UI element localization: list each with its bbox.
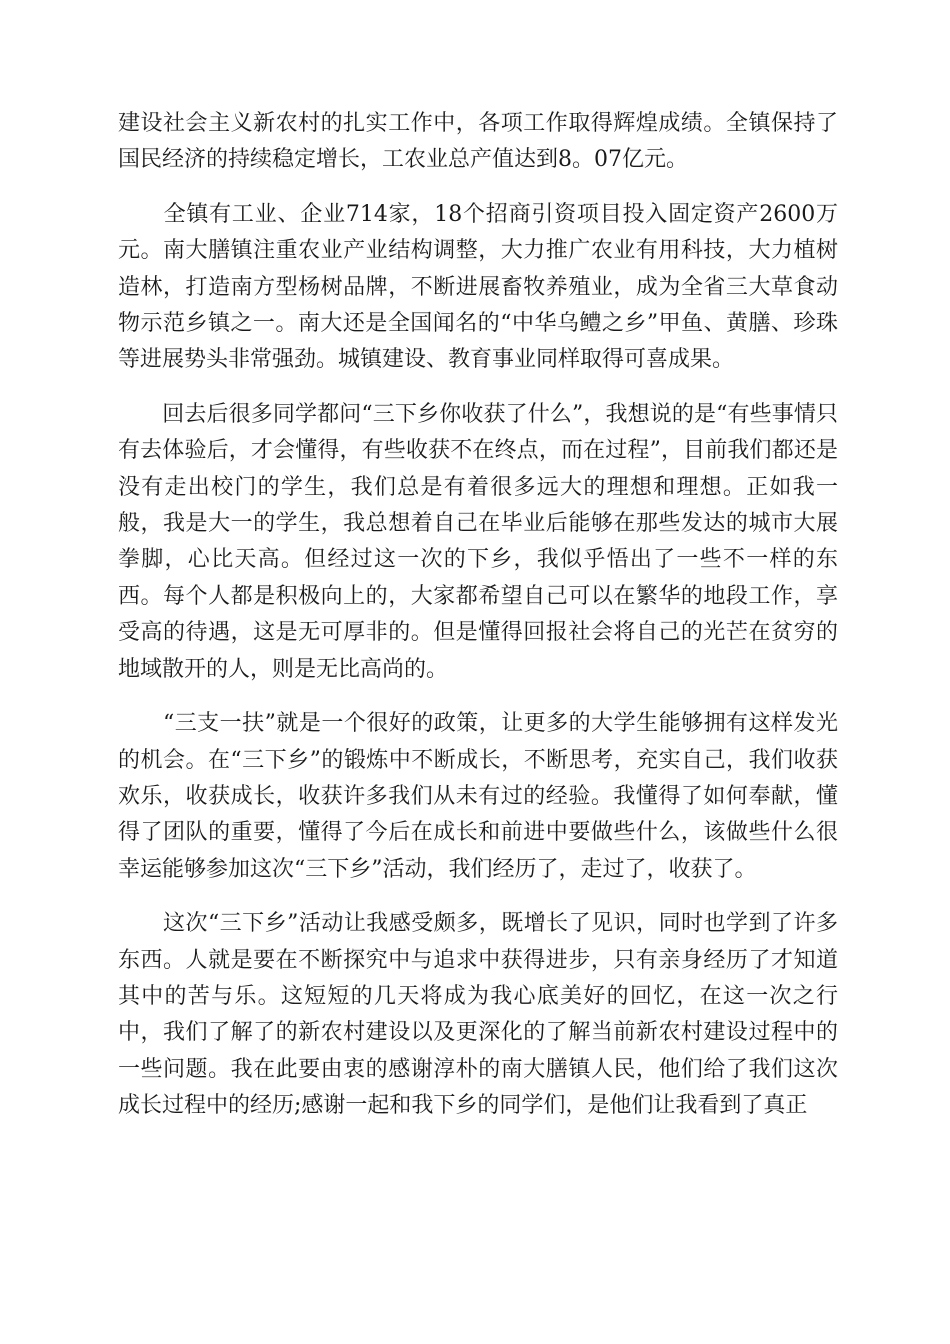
paragraph-3: 回去后很多同学都问“三下乡你收获了什么”，我想说的是“有些事情只有去体验后，才会懂得，有些收获不在终点，而在过程”，目前我们都还是没有走出校门的学生，我们总是有着很多远大的理想和理想。正如我一般，我是大一的学生，我总想着自己在毕业后能够在那些发达的城市大展拳脚，心比天高。但经过这一次的下乡，我似乎悟出了一些不一样的东西。每个人都是积极向上的，大家都希望自己可以在繁华的地段工作，享受高的待遇，这是无可厚非的。但是懂得回报社会将自己的光芒在贫穷的地域散开的人，则是无比高尚的。 xyxy=(118,401,838,682)
paragraph-2: 全镇有工业、企业714家，18个招商引资项目投入固定资产2600万元。南大膳镇注重农业产业结构调整，大力推广农业有用科技，大力植树造林，打造南方型杨树品牌，不断进展畜牧养殖业，成为全省三大草食动物示范乡镇之一。南大还是全国闻名的“中华乌鳢之乡”甲鱼、黄膳、珍珠等进展势头非常强劲。城镇建设、教育事业同样取得可喜成果。 xyxy=(118,201,838,373)
paragraph-5: 这次“三下乡”活动让我感受颇多，既增长了见识，同时也学到了许多东西。人就是要在不断探究中与追求中获得进步，只有亲身经历了才知道其中的苦与乐。这短短的几天将成为我心底美好的回忆，在这一次之行中，我们了解了的新农村建设以及更深化的了解当前新农村建设过程中的一些问题。我在此要由衷的感谢淳朴的南大膳镇人民，他们给了我们这次成长过程中的经历;感谢一起和我下乡的同学们，是他们让我看到了真正 xyxy=(118,911,838,1119)
paragraph-1: 建设社会主义新农村的扎实工作中，各项工作取得辉煌成绩。全镇保持了国民经济的持续稳定增长，工农业总产值达到8。07亿元。 xyxy=(118,111,838,173)
paragraph-4: “三支一扶”就是一个很好的政策，让更多的大学生能够拥有这样发光的机会。在“三下乡”的锻炼中不断成长，不断思考，充实自己，我们收获欢乐，收获成长，收获许多我们从未有过的经验。我懂得了如何奉献，懂得了团队的重要，懂得了今后在成长和前进中要做些什么，该做些什么很幸运能够参加这次“三下乡”活动，我们经历了，走过了，收获了。 xyxy=(118,711,838,882)
document-body xyxy=(118,106,838,1143)
